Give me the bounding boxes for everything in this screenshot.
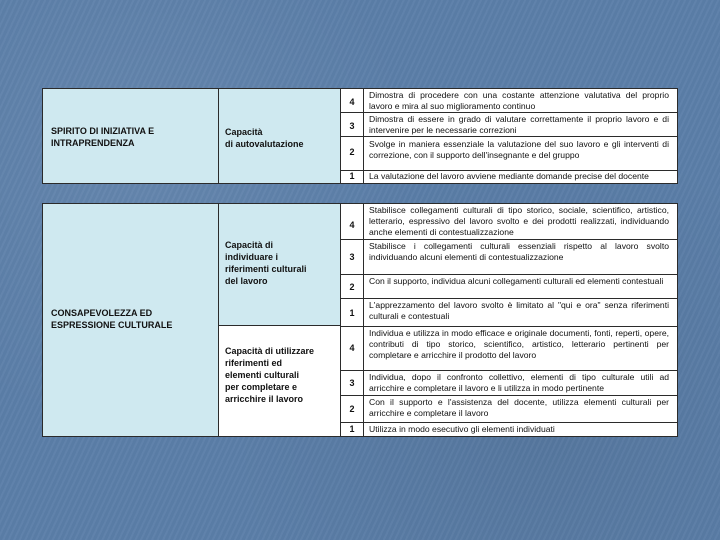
capacity-label-line: arricchire il lavoro: [225, 394, 304, 404]
level-row: [341, 89, 677, 113]
area-label-line1: CONSAPEVOLEZZA ED: [51, 308, 153, 318]
level-row: [341, 274, 677, 298]
capacity-label-line: del lavoro: [225, 276, 268, 286]
capacity-label-line2: di autovalutazione: [225, 139, 304, 149]
level-number: 4: [349, 220, 355, 230]
level-description: Dimostra di procedere con una costante attenzione valutativa del proprio lavoro e mira al suo miglioramento continuo: [369, 90, 669, 111]
level-description: L'apprezzamento del lavoro svolto è limitato al "qui e ora" senza riferimenti culturali e contestuali: [369, 300, 669, 321]
level-number: 4: [349, 343, 355, 353]
level-number: 3: [349, 121, 355, 131]
capacity-label-line1: Capacità: [225, 127, 263, 137]
level-row: [341, 298, 677, 326]
level-number: 4: [349, 97, 355, 107]
level-number: 1: [349, 424, 355, 434]
level-description: La valutazione del lavoro avviene mediante domande precise del docente: [369, 171, 649, 181]
capacity-cell-b: [219, 326, 341, 436]
level-number: 3: [349, 252, 355, 262]
level-description: Individua e utilizza in modo efficace e originale documenti, fonti, reperti, opere, contributi di tipo storico, scientifico, artistico, letterario pertinenti per completare e arricchire il prodotto del lavoro: [369, 328, 669, 360]
level-description: Dimostra di essere in grado di valutare correttamente il proprio lavoro e di intervenire per le necessarie correzioni: [369, 114, 669, 135]
level-description: Con il supporto, individua alcuni collegamenti culturali ed elementi contestuali: [369, 276, 664, 286]
level-row: [341, 395, 677, 422]
level-row: [341, 326, 677, 370]
level-description: Individua, dopo il confronto collettivo, elementi di tipo culturale utili ad arricchire e completare il lavoro e li utilizza in modo pertinente: [369, 372, 669, 393]
level-description: Con il supporto e l'assistenza del docente, utilizza elementi culturali per arricchire e completare il lavoro: [369, 397, 669, 418]
level-number: 2: [349, 147, 355, 157]
area-cell: [43, 204, 219, 436]
level-row: [341, 171, 677, 183]
capacity-label-line: individuare i: [225, 252, 279, 262]
rubric-table-cultural: [42, 203, 678, 437]
level-row: [341, 113, 677, 137]
level-number: 1: [349, 171, 355, 181]
level-description: Stabilisce collegamenti culturali di tipo storico, sociale, scientifico, artistico, letterario, espressivo del lavoro svolto e dei prodotti realizzati, individuando anche elementi di contestualizzazione: [369, 205, 669, 237]
level-row: [341, 239, 677, 274]
capacity-cell: [219, 89, 341, 183]
area-label-line2: ESPRESSIONE CULTURALE: [51, 320, 173, 330]
capacity-label-line: elementi culturali: [225, 370, 300, 380]
level-row: [341, 137, 677, 171]
capacity-label-line: riferimenti culturali: [225, 264, 307, 274]
level-number: 2: [349, 282, 355, 292]
level-row: [341, 204, 677, 239]
level-description: Stabilisce i collegamenti culturali essenziali rispetto al lavoro svolto individuando alcuni elementi di contestualizzazione: [369, 241, 669, 262]
level-description: Svolge in maniera essenziale la valutazione del suo lavoro e gli interventi di correzione, con il supporto dell'insegnante e del gruppo: [369, 139, 669, 160]
capacity-label-line: Capacità di: [225, 240, 274, 250]
capacity-label-line: Capacità di utilizzare: [225, 346, 315, 356]
area-label-line2: INTRAPRENDENZA: [51, 138, 135, 148]
capacity-label-line: per completare e: [225, 382, 298, 392]
level-row: [341, 370, 677, 395]
level-description: Utilizza in modo esecutivo gli elementi individuati: [369, 424, 555, 434]
level-number: 1: [349, 308, 355, 318]
area-label-line1: SPIRITO DI INIZIATIVA E: [51, 126, 155, 136]
capacity-cell-a: [219, 204, 341, 326]
level-row: [341, 422, 677, 436]
level-number: 3: [349, 378, 355, 388]
capacity-label-line: riferimenti ed: [225, 358, 283, 368]
area-cell: [43, 89, 219, 183]
level-number: 2: [349, 404, 355, 414]
